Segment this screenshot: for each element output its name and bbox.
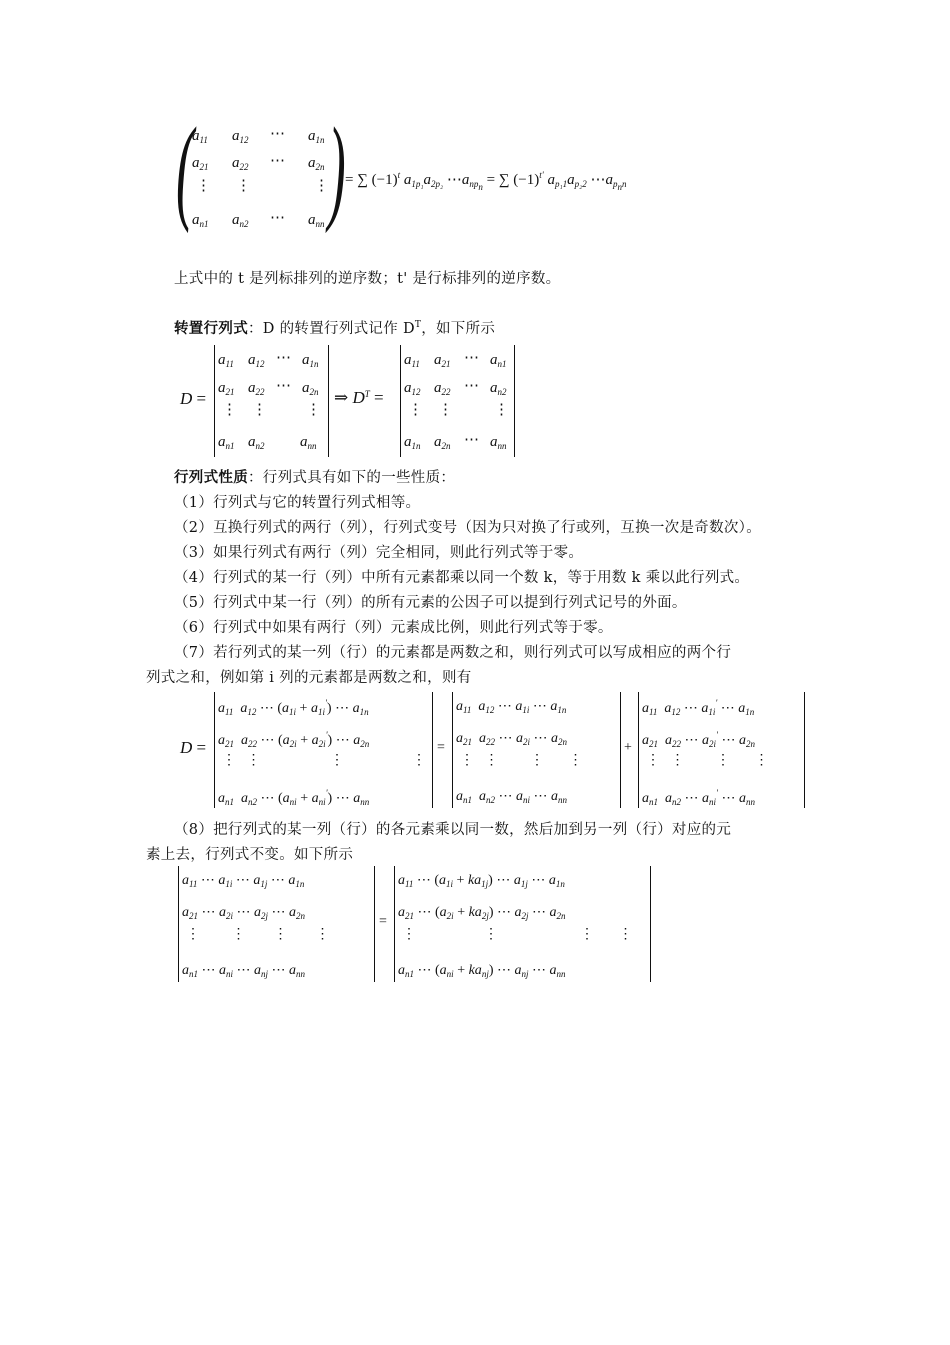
left-paren: ( [176,103,194,234]
note-text: 上式中的 t 是列标排列的逆序数；t' 是行标排列的逆序数。 [174,271,561,287]
property-8-line2: 素上去，行列式不变。如下所示 [146,847,354,863]
property-1: （1）行列式与它的转置行列式相等。 [174,495,421,511]
transpose-paragraph [174,317,495,338]
transpose-tail: ，如下所示 [421,321,496,337]
property-4: （4）行列式的某一行（列）中所有元素都乘以同一个数 k，等于用数 k 乘以此行列式。 [174,570,750,586]
props-heading: 行列式性质 [174,469,248,486]
props-paragraph [174,466,455,487]
property-3: （3）如果行列式有两行（列）完全相同，则此行列式等于零。 [174,545,584,561]
property-7-line2: 列式之和，例如第 i 列的元素都是两数之和，则有 [146,670,472,686]
transpose-sup: T [414,320,422,330]
right-paren: ) [328,103,346,234]
property-6: （6）行列式中如果有两行（列）元素成比例，则此行列式等于零。 [174,620,613,636]
props-text: ：行列式具有如下的一些性质： [248,470,456,486]
property-2: （2）互换行列式的两行（列），行列式变号（因为只对换了行或列，互换一次是奇数次）。 [174,520,762,536]
property-7-line1: （7）若行列式的某一列（行）的元素都是两数之和，则行列式可以写成相应的两个行 [174,645,732,661]
transpose-heading: 转置行列式 [174,320,248,337]
property-8-line1: （8）把行列式的某一列（行）的各元素乘以同一数，然后加到另一列（行）对应的元 [174,822,732,838]
property-5: （5）行列式中某一行（列）的所有元素的公因子可以提到行列式记号的外面。 [174,595,687,611]
transpose-text: ：D 的转置行列式记作 D [248,321,415,337]
